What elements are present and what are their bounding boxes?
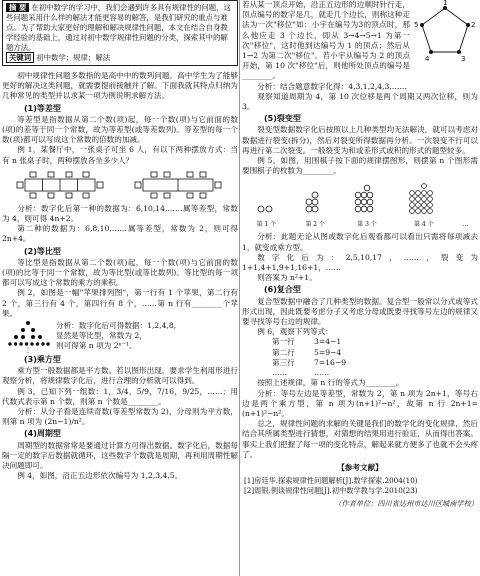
section-title-arithmetic: (1)等差型 xyxy=(24,103,61,113)
column-divider xyxy=(239,0,240,576)
keywords-tag: 关键词 xyxy=(6,52,34,63)
go-stones-figure xyxy=(242,178,478,230)
section-title-compound: (6)复合型 xyxy=(264,285,301,295)
reference-item-2: [2]周银.例谈规律性问题[J].初中数学教与学.2010(23) xyxy=(244,485,418,495)
compound-definition: 复合型数据中融合了几种类型的数据。复合型一般常以分式或等式形式出现，因此既要考虑分子又考虑分母或既要寻找等号左边的规律又要寻找等号右边的规律。 xyxy=(242,296,478,327)
author-affiliation: （作者单位：四川省达州市达川区城南学校） xyxy=(334,499,478,509)
analysis-1b: 第二种的数据为：6,8,10,……属等差型，常数为 2，则可得 2n+4。 xyxy=(2,224,238,244)
figure-label-1: 第 1 个 xyxy=(256,221,277,229)
arithmetic-definition: 等差型是指数据从第二个数(项)起，每一个数(项)与它前面的数(项)的差等于同一个常数，故为等差型(或等差数列)。等差型的每一个数(项)都可以写成这个常数的倍数的加减。 xyxy=(2,114,238,145)
stones-4-svg xyxy=(404,183,444,217)
equation-row-label: 第一行 xyxy=(272,337,295,347)
apple-arrangement-svg xyxy=(6,319,50,353)
equation-row-eq: 7=16−9 xyxy=(314,357,347,367)
equation-rows xyxy=(242,337,478,378)
right-column xyxy=(242,0,478,576)
pentagon-label-2: 2 xyxy=(471,21,476,29)
figure-label-3: 第 3 个 xyxy=(357,221,377,229)
intro-paragraph: 初中规律性问题多数指的是高中中的数列问题。高中学生为了能够更好的解决这类问题，就需要提前接触并了解。下面我就其特点归纳为几种常见的类型并以求某一项为例说明求解方法。 xyxy=(2,71,238,101)
equation-row-label: 第二行 xyxy=(272,347,295,357)
analysis-3: 分析：从分子看是连续奇数(等差型常数为 2)，分母则为平方数，则第 n 项为 (2n−1)/n²。 xyxy=(2,407,238,427)
pentagon-label-5: 5 xyxy=(414,21,419,29)
figure-label-ellipsis: … xyxy=(462,221,469,229)
figure-item-1 xyxy=(251,183,281,230)
section-title-geometric: (2)等比型 xyxy=(24,246,61,256)
power-definition: 乘方型一般数据都是平方数。若以图形出现，要求学生利用形进行观察分析，将规律数字化后，进行合理的分析就可以得到。 xyxy=(2,366,238,386)
analysis-5c: 则答案为 n²+1。 xyxy=(257,273,317,283)
summary-paragraph: 总之，规律性问题的求解的关键是我们的数学化的变化规律，然后结合其所属类型进行猜想，对猜想的结果用进行验证，从而得出答案。事实上我们把握了每一项的变化特点，解起来就方便多了也就不会头疼了。 xyxy=(242,419,478,459)
example-6: 例 6，观察下列等式： xyxy=(257,327,333,337)
table-arrangement-1-svg xyxy=(11,169,111,201)
abstract-text: 在初中数学的学习中，我们会遇到许多具有规律性的问题，这些问题采用什么样的解法才能更容易的解答，是我们研究的重点与难点。为了帮助大家更好的理解和解决规律性问题，本文在结合自身教学经验的基础上，通过对初中数学规律性问题的分类，探索其中的解题方法。 xyxy=(6,3,231,52)
equation-row-eq: 3=4−1 xyxy=(314,337,342,347)
pentagon-label-3: 3 xyxy=(461,55,466,63)
figure-item-ellipsis xyxy=(463,220,469,230)
pentagon-label-1: 1 xyxy=(443,0,448,7)
table-arrangement-figure xyxy=(2,168,238,202)
equation-row xyxy=(242,337,478,347)
section-title-power: (3)乘方型 xyxy=(24,355,61,365)
analysis-6: 分析：等号左边是等差型，常数为 2，第 n 项为 2n+1，等号右边是两个乘方型，第 n 项为(n+1)²−n²，故第 n 行 2n+1=(n+1)²−n²。 xyxy=(242,388,478,418)
table-arrangement-2-svg xyxy=(129,169,229,201)
section-title-periodic: (4)周期型 xyxy=(24,429,61,439)
example-2-analysis-block xyxy=(2,319,238,353)
example-5: 例 5，如图，用围棋子按下面的规律摆图形，则摆第 n 个图形需要围棋子的枚数为________。 xyxy=(242,156,478,176)
svg-text:⋮: ⋮ xyxy=(25,347,31,354)
figure-label-4: 第 4 个 xyxy=(413,221,434,229)
stones-1-svg xyxy=(251,183,281,217)
example-6-question: 按照上述规律，第 n 行的等式为________。 xyxy=(257,378,404,388)
pentagon-label-4: 4 xyxy=(425,55,430,63)
example-4: 例 4，如图，沿正五边形依次编号为 1,2,3,4,5。 xyxy=(17,471,183,481)
analysis-5a: 分析：此题无论从图或数字化后观看都可以看出只需将每项减去1，就变成乘方型。 xyxy=(242,232,478,252)
example-4-continued: 若从某一顶点开始，沿正五边形的边顺时针行走，顶点编号的数字是几，就走几个边长，则称这种走法为一次"移位"如：小宇在编号为3的顶点时，那么他应走 3 个边长，即从 3→4→5→1 为第一次"移位"，这时他到达编号为 1 的顶点；然后从 1→2 为第二次"移位"。若小宇从编号为 2 的顶点开始，第 10 次"移位"后，则他所处顶点的编号是________。 xyxy=(242,0,410,81)
equation-row xyxy=(242,348,478,358)
example-3: 例 3，已知下列一组数：1，3/4，5/9，7/16，9/25，……；用代数式表示第 n 个数，则第 n 个数是________。 xyxy=(2,386,238,406)
pentagon-svg xyxy=(412,0,478,64)
stones-3-svg xyxy=(349,183,385,217)
example-1: 例 1，某餐厅中，一张桌子可坐 6 人，有以下两种摆放方式：当有 n 张桌子时，两种摆放各坐多少人？ xyxy=(2,145,238,165)
pentagon-figure xyxy=(412,0,478,64)
figure-item-4 xyxy=(404,183,444,230)
reference-item-1: [1]房廷华.探索规律性问题解析[J].数学探索.2004(10) xyxy=(244,476,418,486)
periodic-definition: 周期型的数据常常是要通过计算方可得出数据。数字化后，数据每隔一定的数字后数据就循环，这些数字个数就是周期，再利用周期性解决问题即可。 xyxy=(2,440,238,471)
fission-definition: 裂变型数据数字化后按照以上几种类型均无法解决，就可以考虑对数据进行裂变(拆分)，然后对裂变所得数据再分析。一次裂变不行可以再进行第二次裂变。一般裂变为和或差形式或积的形式的题型较多。 xyxy=(242,125,478,155)
figure-label-2: 第 2 个 xyxy=(305,221,325,229)
analysis-2a: 分析：数字化后可得数据：1,2,4,8, xyxy=(56,320,177,330)
equation-row-eq: 5=9−4 xyxy=(314,347,342,357)
analysis-1a: 分析：数字化后第一种的数据为：6,10,14,……属等差型，常数为 4，则可得 4n+2。 xyxy=(2,203,238,224)
abstract-tag: 摘 要 xyxy=(6,3,29,12)
example-2: 例 2，如图是一幅"苹果排列图"，第一行有 1 个苹果，第二行有 2 个，第三行有 4 个，第四行有 8 个，……第 n 行有________个苹果。 xyxy=(2,288,238,318)
abstract-box xyxy=(2,0,238,66)
analysis-2c: 则可得第 n 项为 2ⁿ⁻¹。 xyxy=(56,341,137,351)
equation-row-label: 第三行 xyxy=(272,357,295,367)
analysis-2b: 显然是等比型，常数为 2， xyxy=(56,330,147,340)
left-column xyxy=(2,0,238,576)
analysis-4a: 分析：结合题意数字化得：4,3,1,2,4,3,…… xyxy=(257,81,407,91)
equation-row-eq: …… xyxy=(314,368,330,378)
equation-row xyxy=(242,358,478,368)
keywords-text: 初中数学；规律；解法 xyxy=(36,53,111,62)
analysis-5b: 数字化后为：2,5,10,17，……，裂变为 1+1,4+1,9+1,16+1，…… xyxy=(242,252,478,273)
equation-row xyxy=(242,368,478,378)
stones-2-svg xyxy=(300,183,330,217)
analysis-4b: 观察知道周期为 4，第 10 次位移是两个周期又两次位移，则为 3。 xyxy=(242,91,478,112)
section-title-fission: (5)裂变型 xyxy=(264,114,301,124)
figure-item-2 xyxy=(300,183,330,230)
equation-row-label: …… xyxy=(272,368,288,378)
references-title: 【参考文献】 xyxy=(337,462,383,472)
geometric-definition: 等比型是指数据从第二个数(项)起，每一个数(项)与它前面的数(项)的比等于同一个常数，故为等比型(或等比数列)。等比型的每一项都可以写成这个常数的乘方的乘积。 xyxy=(2,257,238,288)
figure-item-3 xyxy=(349,183,385,230)
